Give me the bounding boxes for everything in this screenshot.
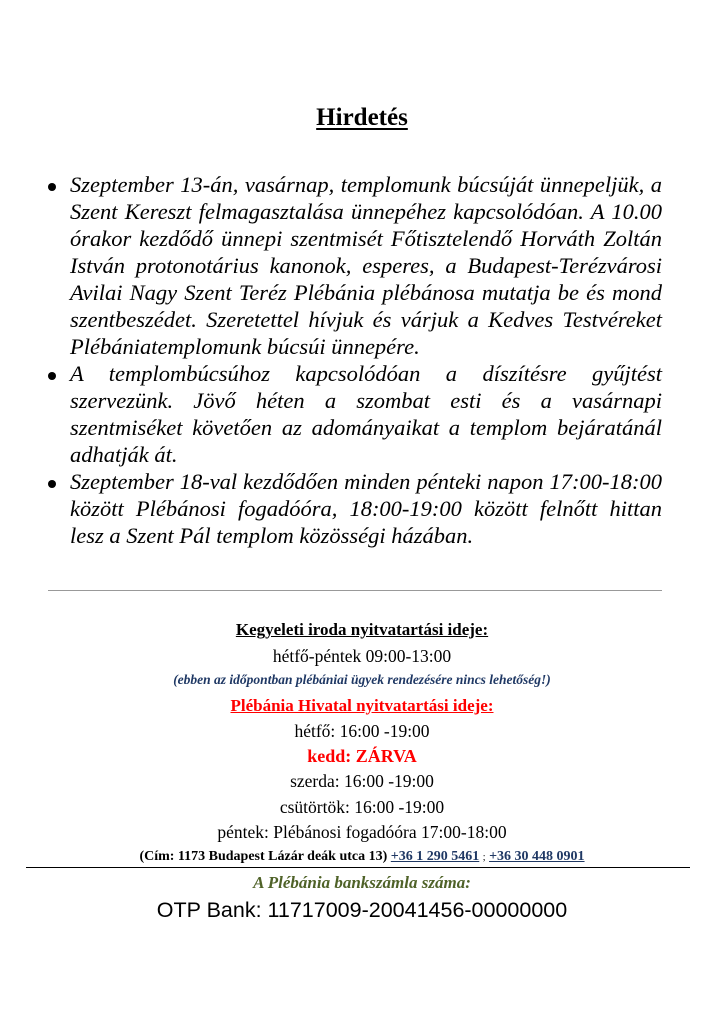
- announcement-list: [48, 171, 662, 549]
- parish-hours-tuesday: kedd: ZÁRVA: [307, 746, 417, 766]
- bank-account: OTP Bank: 11717009-20041456-00000000: [156, 898, 568, 922]
- announcement-text: Szeptember 13-án, vasárnap, templomunk búcsúját ünnepeljük, a Szent Kereszt felmagasztalása ünnepéhez kapcsolódóan. A 10.00 órakor kezdődő ünnepi szentmisét Főtisztelendő Horváth Zoltán István protonotárius kanonok, esperes, a Budapest-Terézvárosi Avilai Nagy Szent Teréz Plébánia plébánosa mutatja be és mond szentbeszédet. Szeretettel hívjuk és várjuk a Kedves Testvéreket Plébániatemplomunk búcsúi ünnepére.: [70, 172, 662, 359]
- office-hours-title: Kegyeleti iroda nyitvatartási ideje:: [235, 620, 489, 639]
- phone-link-1[interactable]: +36 1 290 5461: [390, 849, 480, 864]
- parish-hours-monday: hétfő: 16:00 -19:00: [294, 721, 430, 741]
- phone-separator: ;: [482, 852, 486, 863]
- announcement-item: [48, 468, 662, 549]
- section-divider: [48, 590, 662, 591]
- office-note: (ebben az időpontban plébániai ügyek rendezésére nincs lehetőség!): [173, 672, 551, 687]
- contact-line: [0, 849, 724, 865]
- announcement-text: Szeptember 18-val kezdődően minden pénteki napon 17:00-18:00 között Plébánosi fogadóóra, 18:00-19:00 között felnőtt hittan lesz a Szent Pál templom közösségi házában.: [70, 469, 662, 548]
- bank-title: A Plébánia bankszámla száma:: [253, 873, 471, 892]
- bullet-icon: [48, 372, 56, 380]
- announcement-item: [48, 171, 662, 360]
- bullet-icon: [48, 480, 56, 488]
- office-hours: hétfő-péntek 09:00-13:00: [272, 646, 452, 666]
- announcement-item: [48, 360, 662, 468]
- phone-link-2[interactable]: +36 30 448 0901: [489, 849, 585, 864]
- page-title: Hirdetés: [316, 104, 408, 131]
- parish-office-title: Plébánia Hivatal nyitvatartási ideje:: [230, 696, 494, 715]
- announcement-text: A templombúcsúhoz kapcsolódóan a díszítésre gyűjtést szervezünk. Jövő héten a szombat esti és a vasárnapi szentmiséket követően az adományaikat a templom bejáratánál adhatják át.: [70, 361, 662, 467]
- address-text: (Cím: 1173 Budapest Lázár deák utca 13): [139, 849, 388, 864]
- parish-hours-thursday: csütörtök: 16:00 -19:00: [279, 797, 445, 817]
- parish-hours-wednesday: szerda: 16:00 -19:00: [290, 771, 434, 791]
- parish-hours-friday: péntek: Plébánosi fogadóóra 17:00-18:00: [217, 822, 507, 842]
- footer-divider: [26, 867, 690, 868]
- bullet-icon: [48, 183, 56, 191]
